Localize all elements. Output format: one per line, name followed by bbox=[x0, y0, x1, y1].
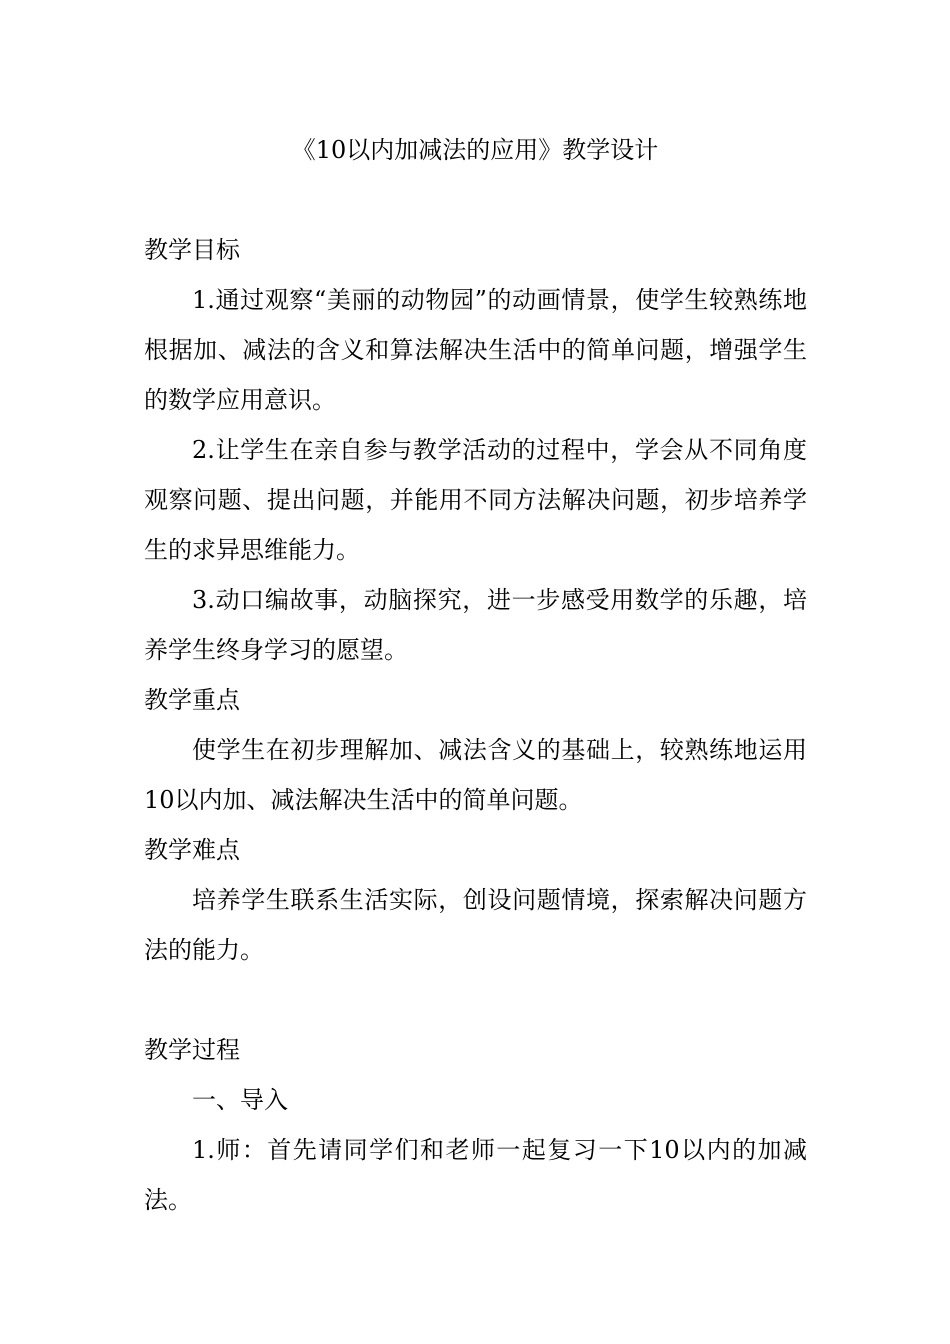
difficulty-text: 培养学生联系生活实际，创设问题情境，探索解决问题方法的能力。 bbox=[144, 886, 807, 964]
process-subheading-intro: 一、导入 bbox=[192, 1086, 288, 1114]
section-heading-key-point: 教学重点 bbox=[144, 686, 240, 714]
document-title: 《10以内加减法的应用》教学设计 bbox=[291, 136, 659, 164]
goal-item-2: 2.让学生在亲自参与教学活动的过程中，学会从不同角度观察问题、提出问题，并能用不同方法解决问题，初步培养学生的求异思维能力。 bbox=[144, 436, 807, 564]
goal-item-1: 1.通过观察“美丽的动物园”的动画情景，使学生较熟练地根据加、减法的含义和算法解决生活中的简单问题，增强学生的数学应用意识。 bbox=[144, 286, 807, 414]
key-point-text: 使学生在初步理解加、减法含义的基础上，较熟练地运用10以内加、减法解决生活中的简单问题。 bbox=[144, 736, 807, 814]
section-heading-process: 教学过程 bbox=[144, 1036, 240, 1064]
goal-item-3: 3.动口编故事，动脑探究，进一步感受用数学的乐趣，培养学生终身学习的愿望。 bbox=[144, 586, 807, 664]
blank-line bbox=[144, 975, 807, 1025]
section-heading-goals: 教学目标 bbox=[144, 236, 240, 264]
process-item-1: 1.师：首先请同学们和老师一起复习一下10以内的加减法。 bbox=[144, 1136, 807, 1214]
section-heading-difficulty: 教学难点 bbox=[144, 836, 240, 864]
document-body bbox=[144, 225, 807, 1225]
